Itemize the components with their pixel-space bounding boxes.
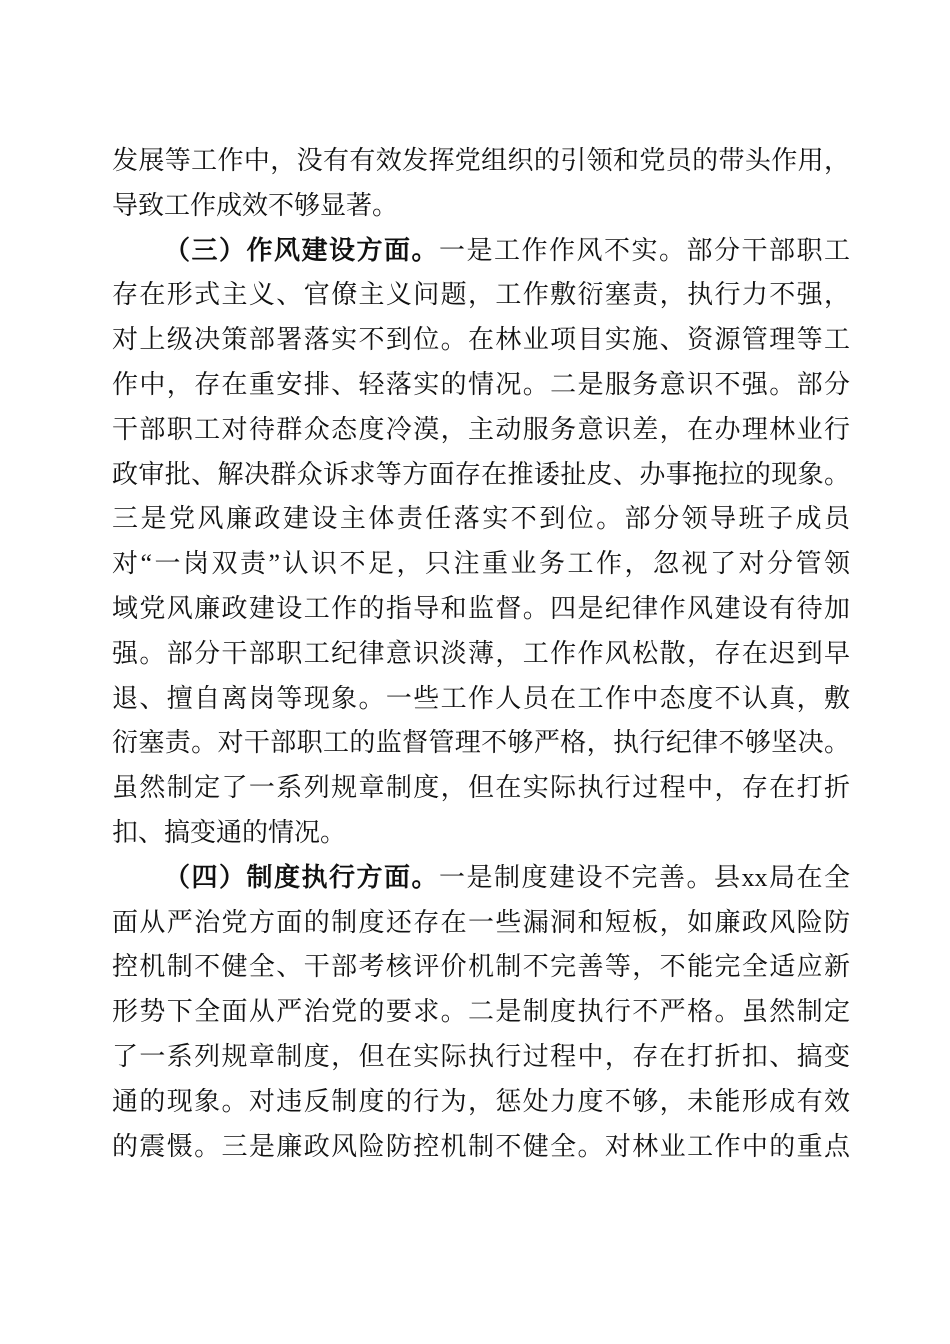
text-line: 虽然制定了一系列规章制度，但在实际执行过程中，存在打折 [112, 773, 850, 803]
text-line: 衍塞责。对干部职工的监督管理不够严格，执行纪律不够坚决。 [112, 728, 850, 758]
section-heading-line [112, 229, 850, 274]
text-line: 的震慑。三是廉政风险防控机制不健全。对林业工作中的重点 [112, 1131, 850, 1161]
section-heading: （四）制度执行方面。 [164, 862, 439, 892]
text-line: 形势下全面从严治党的要求。二是制度执行不严格。虽然制定 [112, 997, 850, 1027]
text-line: 控机制不健全、干部考核评价机制不完善等，不能完全适应新 [112, 952, 850, 982]
text-line: 存在形式主义、官僚主义问题，工作敷衍塞责，执行力不强， [112, 280, 850, 310]
text-line: 三是党风廉政建设主体责任落实不到位。部分领导班子成员 [112, 504, 850, 534]
text-line: 发展等工作中，没有有效发挥党组织的引领和党员的带头作用， [112, 146, 850, 175]
text-line: 强。部分干部职工纪律意识淡薄，工作作风松散，存在迟到早 [112, 638, 850, 668]
text-line: 通的现象。对违反制度的行为，惩处力度不够，未能形成有效 [112, 1086, 850, 1116]
text-line: 面从严治党方面的制度还存在一些漏洞和短板，如廉政风险防 [112, 907, 850, 937]
text-line: 退、擅自离岗等现象。一些工作人员在工作中态度不认真，敷 [112, 683, 850, 713]
text-line: 对上级决策部署落实不到位。在林业项目实施、资源管理等工 [112, 325, 850, 355]
text-line: 扣、搞变通的情况。 [112, 817, 347, 847]
text-run: 一是制度建设不完善。县xx局在全 [439, 862, 850, 892]
section-heading-line [112, 856, 850, 901]
text-line: 对“一岗双责”认识不足，只注重业务工作，忽视了对分管领 [112, 549, 850, 579]
document-body [112, 139, 850, 1169]
text-run: 一是工作作风不实。部分干部职工 [439, 235, 850, 265]
text-line: 政审批、解决群众诉求等方面存在推诿扯皮、办事拖拉的现象。 [112, 459, 850, 489]
section-heading: （三）作风建设方面。 [164, 235, 439, 265]
text-line: 了一系列规章制度，但在实际执行过程中，存在打折扣、搞变 [112, 1041, 850, 1071]
text-line: 作中，存在重安排、轻落实的情况。二是服务意识不强。部分 [112, 369, 850, 399]
text-line: 导致工作成效不够显著。 [112, 190, 399, 220]
text-line: 干部职工对待群众态度冷漠，主动服务意识差，在办理林业行 [112, 414, 850, 444]
text-line: 域党风廉政建设工作的指导和监督。四是纪律作风建设有待加 [112, 593, 850, 623]
